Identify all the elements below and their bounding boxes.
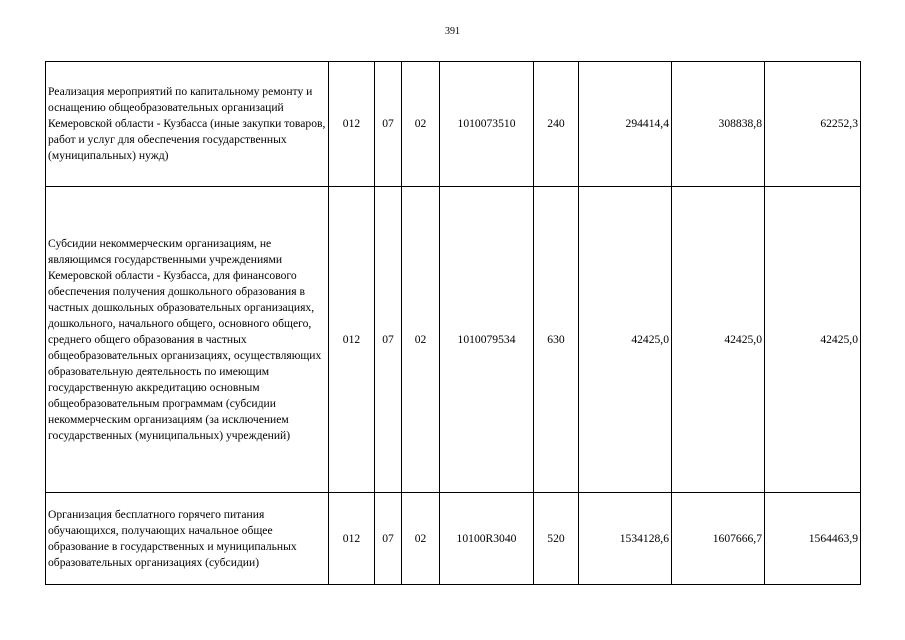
section-code: 07	[375, 62, 402, 187]
budget-table	[45, 61, 861, 585]
row-description: Реализация мероприятий по капитальному ремонту и оснащению общеобразовательных организаций Кемеровской области - Кузбасса (иные закупки товаров, работ и услуг для обеспечения государственных (муниципальных) нужд)	[46, 62, 329, 187]
row-description: Организация бесплатного горячего питания обучающихся, получающих начальное общее образование в государственных и муниципальных образовательных организациях (субсидии)	[46, 493, 329, 585]
subsection-code: 02	[402, 493, 440, 585]
expense-type-code: 630	[534, 187, 579, 493]
amount-year-3: 42425,0	[765, 187, 861, 493]
target-article-code: 1010073510	[440, 62, 534, 187]
amount-year-3: 62252,3	[765, 62, 861, 187]
table-row	[46, 187, 861, 493]
table-row	[46, 493, 861, 585]
target-article-code: 1010079534	[440, 187, 534, 493]
target-article-code: 10100R3040	[440, 493, 534, 585]
subsection-code: 02	[402, 62, 440, 187]
section-code: 07	[375, 493, 402, 585]
amount-year-2: 308838,8	[672, 62, 765, 187]
table-row	[46, 62, 861, 187]
amount-year-1: 1534128,6	[579, 493, 672, 585]
section-code: 07	[375, 187, 402, 493]
expense-type-code: 520	[534, 493, 579, 585]
page-number: 391	[445, 26, 460, 37]
amount-year-1: 42425,0	[579, 187, 672, 493]
amount-year-1: 294414,4	[579, 62, 672, 187]
amount-year-2: 42425,0	[672, 187, 765, 493]
subsection-code: 02	[402, 187, 440, 493]
ministry-code: 012	[329, 493, 375, 585]
amount-year-3: 1564463,9	[765, 493, 861, 585]
ministry-code: 012	[329, 62, 375, 187]
amount-year-2: 1607666,7	[672, 493, 765, 585]
row-description: Субсидии некоммерческим организациям, не являющимся государственными учреждениями Кемеровской области - Кузбасса, для финансового обеспечения получения дошкольного образования в частных дошкольных образовательных организациях, дошкольного, начального общего, основного общего, среднего общего образования в частных общеобразовательных организациях, осуществляющих образовательную деятельность по имеющим государственную аккредитацию основным общеобразовательным программам (субсидии некоммерческим организациям (за исключением государственных (муниципальных) учреждений)	[46, 187, 329, 493]
ministry-code: 012	[329, 187, 375, 493]
expense-type-code: 240	[534, 62, 579, 187]
